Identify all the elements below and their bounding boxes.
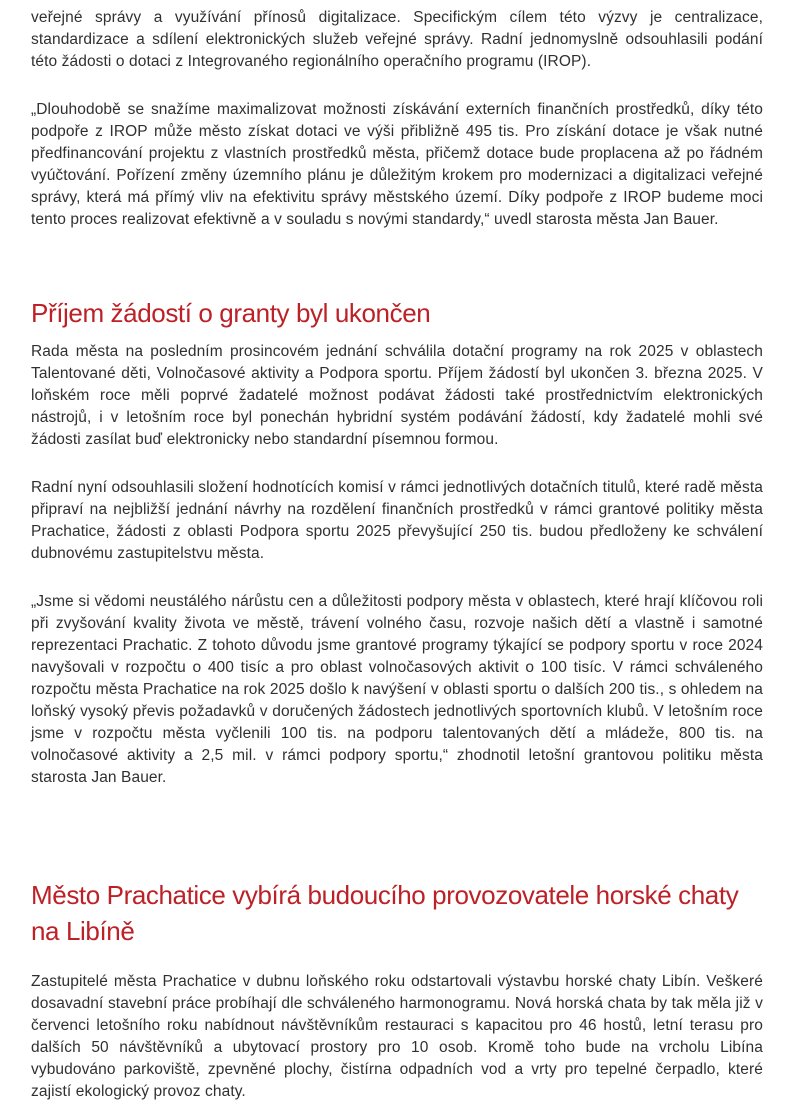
paragraph-evaluation-committees: Radní nyní odsouhlasili složení hodnotících komisí v rámci jednotlivých dotačních titulů, které radě města připraví na nejbližší jednání návrhy na rozdělení finančních prostředků v rámci grantové politiky města Prachatice, žádosti z oblasti Podpora sportu 2025 převyšující 250 tis. budou předloženy ke schválení dubnovému zastupitelstvu města. [31,479,763,562]
paragraph-chalet-libin-construction: Zastupitelé města Prachatice v dubnu loňského roku odstartovali výstavbu horské chaty Libín. Veškeré dosavadní stavební práce probíhají dle schváleného harmonogramu. Nová horská chata by tak měla již v červenci letošního roku nabídnout návštěvníkům restauraci s kapacitou pro 46 hostů, letní terasu pro dalších 50 návštěvníků a ubytovací prostory pro 10 osob. Kromě toho bude na vrcholu Libína vybudováno parkoviště, zpevněné plochy, čistírna odpadních vod a vrty pro tepelné čerpadlo, které zajistí ekologický provoz chaty. [31,973,763,1100]
intro-paragraph-digitalization: veřejné správy a využívání přínosů digitalizace. Specifickým cílem této výzvy je centralizace, standardizace a sdílení elektronických služeb veřejné správy. Radní jednomyslně odsouhlasili podání této žádosti o dotaci z Integrovaného regionálního operačního programu (IROP). [31,9,763,70]
quote-paragraph-irop-mayor: „Dlouhodobě se snažíme maximalizovat možnosti získávání externích finančních prostředků, díky této podpoře z IROP může město získat dotaci ve výši přibližně 495 tis. Pro získání dotace je však nutné předfinancování projektu z vlastních prostředků města, přičemž dotace bude proplacena až po řádném vyúčtování. Pořízení změny územního plánu je důležitým krokem pro modernizaci a digitalizaci veřejné správy, která má přímý vliv na efektivitu správy městského území. Díky podpoře z IROP budeme moci tento proces realizovat efektivně a v souladu s novými standardy,“ uvedl starosta města Jan Bauer. [31,101,763,228]
section-heading-grants-closed: Příjem žádostí o granty byl ukončen [31,298,431,328]
quote-paragraph-grant-policy-mayor: „Jsme si vědomi neustálého nárůstu cen a důležitosti podpory města v oblastech, které hrají klíčovou roli při zvyšování kvality života ve městě, trávení volného času, rozvoje našich dětí a vlastně i samotné reprezentaci Prachatic. Z tohoto důvodu jsme grantové programy týkající se podpory sportu v roce 2024 navyšovali v rozpočtu o 400 tisíc a pro oblast volnočasových aktivit o 100 tisíc. V rámci schváleného rozpočtu města Prachatice na rok 2025 došlo k navýšení v oblasti sportu o dalších 200 tis., s ohledem na loňský vysoký převis požadavků v doručených žádostech jednotlivých sportovních klubů. V letošním roce jsme v rozpočtu města vyčlenili 100 tis. na podporu talentovaných dětí a mládeže, 800 tis. na volnočasové aktivity a 2,5 mil. v rámci podpory sportu,“ zhodnotil letošní grantovou politiku města starosta Jan Bauer. [31,593,763,786]
section-heading-mountain-chalet: Město Prachatice vybírá budoucího provozovatele horské chaty na Libíně [31,880,739,946]
paragraph-grant-programs-2025: Rada města na posledním prosincovém jednání schválila dotační programy na rok 2025 v oblastech Talentované děti, Volnočasové aktivity a Podpora sportu. Příjem žádostí byl ukončen 3. března 2025. V loňském roce měli poprvé žadatelé možnost podávat žádosti také prostřednictvím elektronických nástrojů, i v letošním roce byl ponechán hybridní systém podávání žádostí, kdy žadatelé mohli své žádosti zasílat buď elektronicky nebo standardní písemnou formou. [31,343,763,448]
